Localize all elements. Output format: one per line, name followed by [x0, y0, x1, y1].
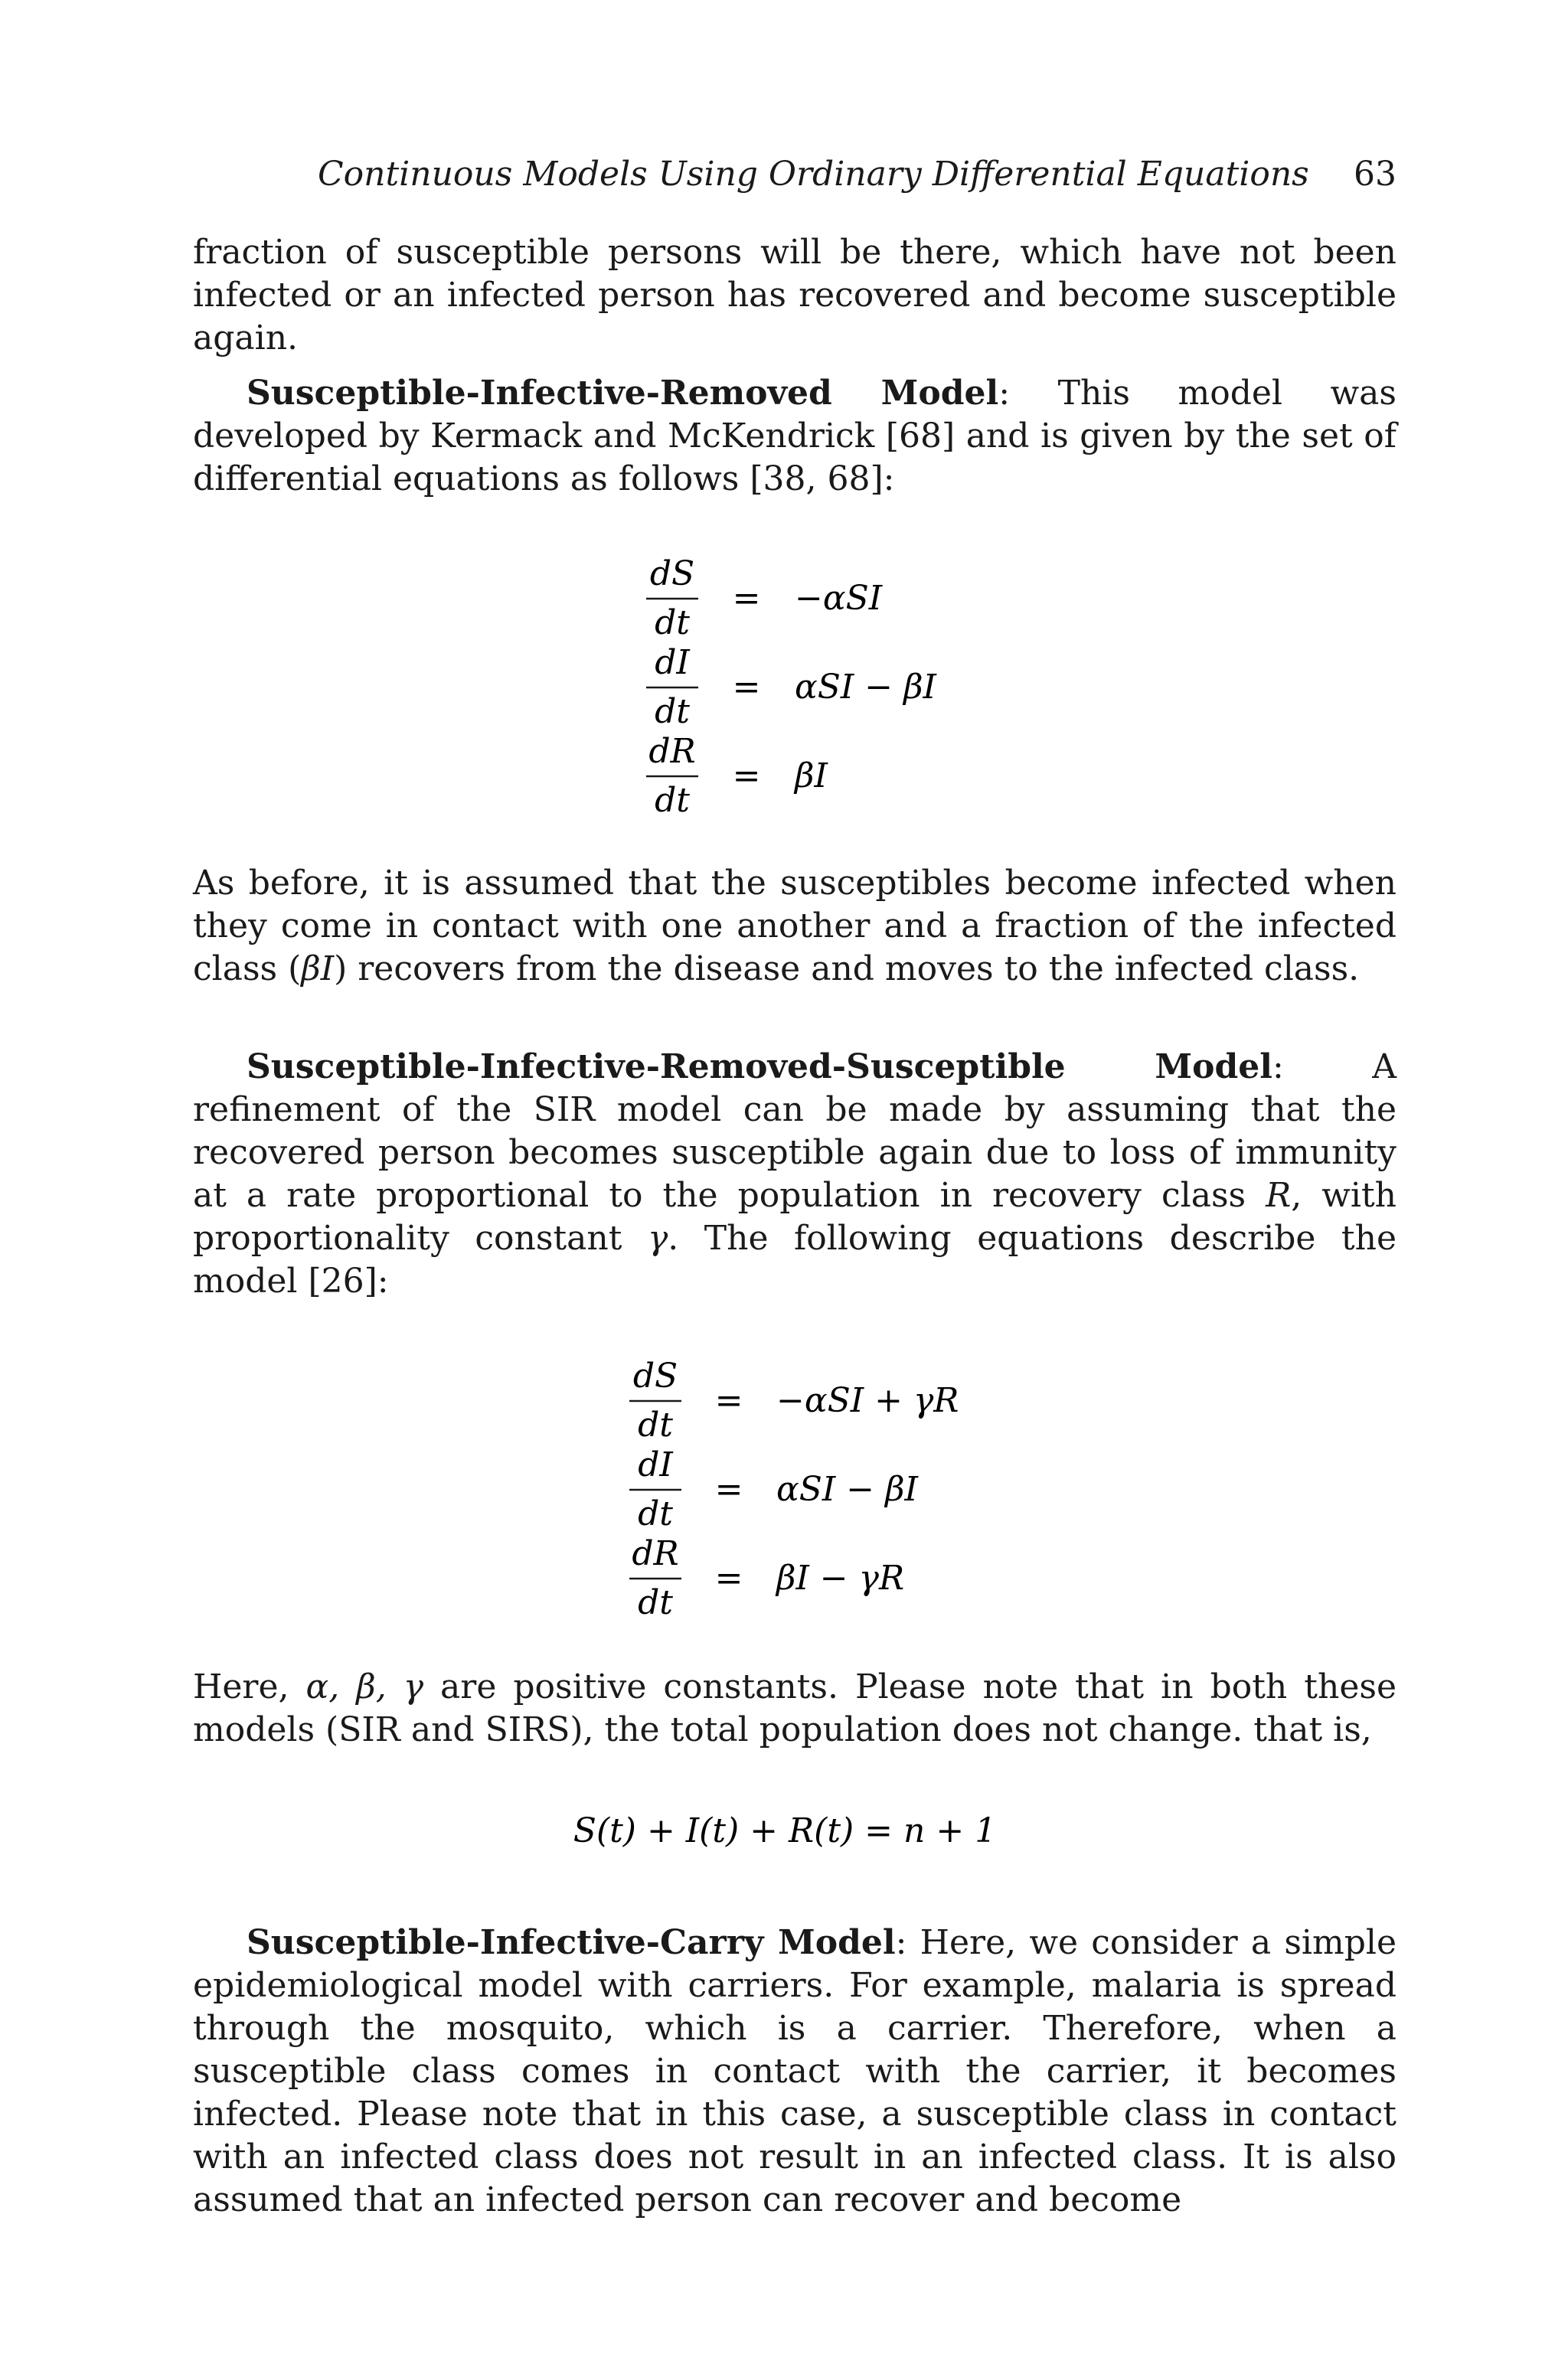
sir-eq1-numerator: dS — [649, 554, 695, 593]
running-header-title: Continuous Models Using Ordinary Differential Equations — [318, 155, 1309, 194]
sirs-heading: Susceptible-Infective-Removed-Susceptible Model — [247, 1047, 1272, 1086]
sir-equation-1 — [646, 554, 884, 642]
sir-eq3-rhs: βI — [795, 756, 828, 795]
sir-equation-2 — [646, 643, 938, 731]
sir-eq1-rhs: −αSI — [795, 579, 883, 618]
sirs-eq3-rhs: βI − γR — [776, 1559, 905, 1598]
sirs-eq2-rhs: αSI − βI — [776, 1470, 918, 1509]
sir-explanation-paragraph — [193, 862, 1396, 991]
sic-heading: Susceptible-Infective-Carry Model — [247, 1923, 896, 1962]
sirs-eq1-rhs: −αSI + γR — [776, 1381, 959, 1420]
sir-eq1-equals: = — [732, 579, 761, 618]
sirs-explanation-text-a: Here, — [193, 1667, 306, 1706]
opening-paragraph: fraction of susceptible persons will be there, which have not been infected or an infected person has recovered and become susceptible again. — [193, 233, 1396, 358]
sirs-intro-text-b: , with proportionality constant — [193, 1176, 1396, 1258]
sirs-equation-system — [612, 1355, 1041, 1623]
sirs-eq2-equals: = — [714, 1470, 743, 1509]
sirs-explanation-text-b: are positive constants. Please note that in both these models (SIR and SIRS), the total population does not change. that is, — [193, 1667, 1396, 1749]
sir-eq3-denominator: dt — [655, 781, 690, 820]
sirs-explanation-paragraph — [193, 1666, 1396, 1752]
sir-eq3-numerator: dR — [648, 732, 696, 771]
sirs-intro-var-gamma: γ — [647, 1219, 668, 1258]
sir-equation-system — [628, 553, 1011, 821]
sir-eq2-equals: = — [732, 668, 761, 707]
sirs-eq3-numerator: dR — [632, 1534, 679, 1573]
sic-paragraph — [193, 1922, 1396, 2222]
sir-explanation-var: βI — [301, 949, 335, 988]
sirs-intro-text-c: . The following equations describe the model [26]: — [193, 1219, 1396, 1301]
sirs-eq3-denominator: dt — [638, 1583, 673, 1622]
sirs-equation-1 — [629, 1357, 959, 1445]
sir-intro-text: : This model was developed by Kermack and McKendrick [68] and is given by the set of differential equations as follows [38, 68]: — [193, 374, 1396, 498]
sirs-intro-text-a: : A refinement of the SIR model can be made by assuming that the recovered person becomes susceptible again due to loss of immunity at a rate proportional to the population in recovery class — [193, 1047, 1396, 1215]
sirs-eq1-numerator: dS — [632, 1357, 678, 1396]
page-number: 63 — [1354, 155, 1396, 194]
sir-heading: Susceptible-Infective-Removed Model — [247, 374, 999, 413]
sirs-eq3-equals: = — [714, 1559, 743, 1598]
sirs-constants: α, β, γ — [305, 1667, 424, 1706]
sirs-intro-paragraph — [193, 1046, 1396, 1303]
sirs-equation-2 — [629, 1445, 920, 1533]
sir-eq2-rhs: αSI − βI — [795, 668, 936, 707]
sir-eq2-numerator: dI — [655, 643, 690, 682]
sirs-eq1-equals: = — [714, 1381, 743, 1420]
sic-text: : Here, we consider a simple epidemiological model with carriers. For example, malaria is spread through the mosquito, which is a carrier. Therefore, when a susceptible class comes in contact with the carrier, it becomes infected. Please note that in this case, a susceptible class in contact with an infected class does not result in an infected class. It is also assumed that an infected person can recover and become — [193, 1923, 1396, 2219]
sir-equation-3 — [646, 732, 828, 820]
sir-eq3-equals: = — [732, 756, 761, 795]
population-conservation-equation — [536, 1799, 1034, 1860]
sir-intro-paragraph — [193, 372, 1396, 501]
sirs-eq2-numerator: dI — [638, 1445, 673, 1484]
sir-explanation-text-a: As before, it is assumed that the susceptibles become infected when they come in contact with one another and a fraction of the infected class ( — [193, 864, 1396, 988]
sir-eq2-denominator: dt — [655, 692, 690, 731]
conservation-formula: S(t) + I(t) + R(t) = n + 1 — [573, 1811, 997, 1850]
sir-explanation-text-b: ) recovers from the disease and moves to the infected class. — [334, 949, 1360, 988]
sirs-intro-var-r: R — [1266, 1176, 1292, 1215]
sirs-equation-3 — [629, 1534, 904, 1622]
sir-eq1-denominator: dt — [655, 603, 690, 642]
sirs-eq1-denominator: dt — [638, 1406, 673, 1445]
sirs-eq2-denominator: dt — [638, 1494, 673, 1533]
